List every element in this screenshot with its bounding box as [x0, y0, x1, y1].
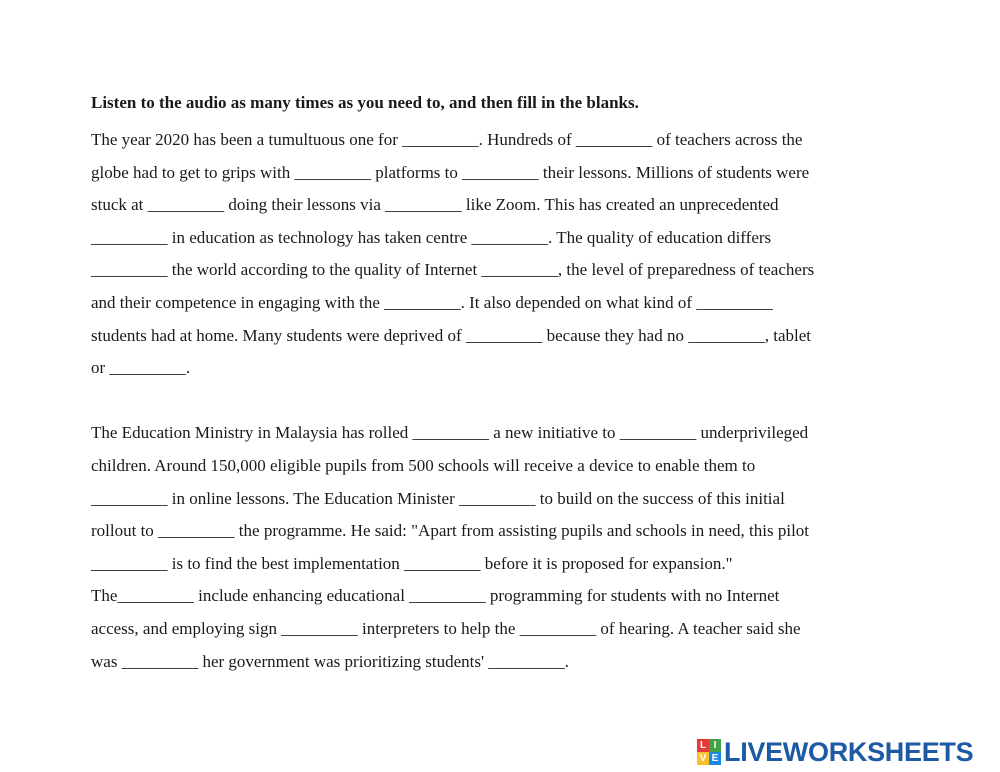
- paragraph-1: [91, 124, 911, 385]
- text-line: rollout to _________ the programme. He said: "Apart from assisting pupils and schools in need, this pilot: [91, 521, 810, 541]
- paragraph-gap: [91, 385, 911, 418]
- paragraph-2: [91, 417, 911, 678]
- text-line: was _________ her government was prioritizing students' _________.: [91, 651, 570, 671]
- worksheet: [91, 90, 911, 678]
- liveworksheets-logo[interactable]: [697, 737, 973, 767]
- text-line: globe had to get to grips with _________ platforms to _________ their lessons. Millions of students were: [91, 162, 810, 182]
- text-line: The_________ include enhancing educational _________ programming for students with no Internet: [91, 586, 780, 606]
- text-line: students had at home. Many students were deprived of _________ because they had no _________, tablet: [91, 325, 811, 345]
- text-line: or _________.: [91, 358, 191, 378]
- logo-mark-letter: V: [697, 752, 709, 765]
- text-line: and their competence in engaging with the _________. It also depended on what kind of _________: [91, 292, 773, 312]
- logo-mark-letter: I: [709, 739, 721, 752]
- text-line: The year 2020 has been a tumultuous one for _________. Hundreds of _________ of teachers across the: [91, 130, 803, 149]
- instruction-text: Listen to the audio as many times as you need to, and then fill in the blanks.: [91, 93, 639, 112]
- text-line: children. Around 150,000 eligible pupils from 500 schools will receive a device to enable them to: [91, 455, 756, 475]
- text-line: The Education Ministry in Malaysia has rolled _________ a new initiative to _________ underprivileged: [91, 423, 809, 443]
- text-line: stuck at _________ doing their lessons via _________ like Zoom. This has created an unprecedented: [91, 195, 779, 215]
- text-line: _________ in online lessons. The Education Minister _________ to build on the success of this initial: [91, 488, 785, 508]
- logo-text: LIVEWORKSHEETS: [724, 736, 974, 767]
- text-line: access, and employing sign _________ interpreters to help the _________ of hearing. A teacher said she: [91, 618, 801, 638]
- logo-mark-letter: L: [697, 739, 709, 752]
- text-line: _________ the world according to the quality of Internet _________, the level of preparedness of teachers: [91, 260, 815, 280]
- text-line: _________ is to find the best implementation _________ before it is proposed for expansion.": [91, 553, 733, 573]
- text-line: _________ in education as technology has taken centre _________. The quality of education differs: [91, 227, 772, 247]
- logo-mark-icon: [697, 739, 721, 765]
- logo-mark-letter: E: [709, 752, 721, 765]
